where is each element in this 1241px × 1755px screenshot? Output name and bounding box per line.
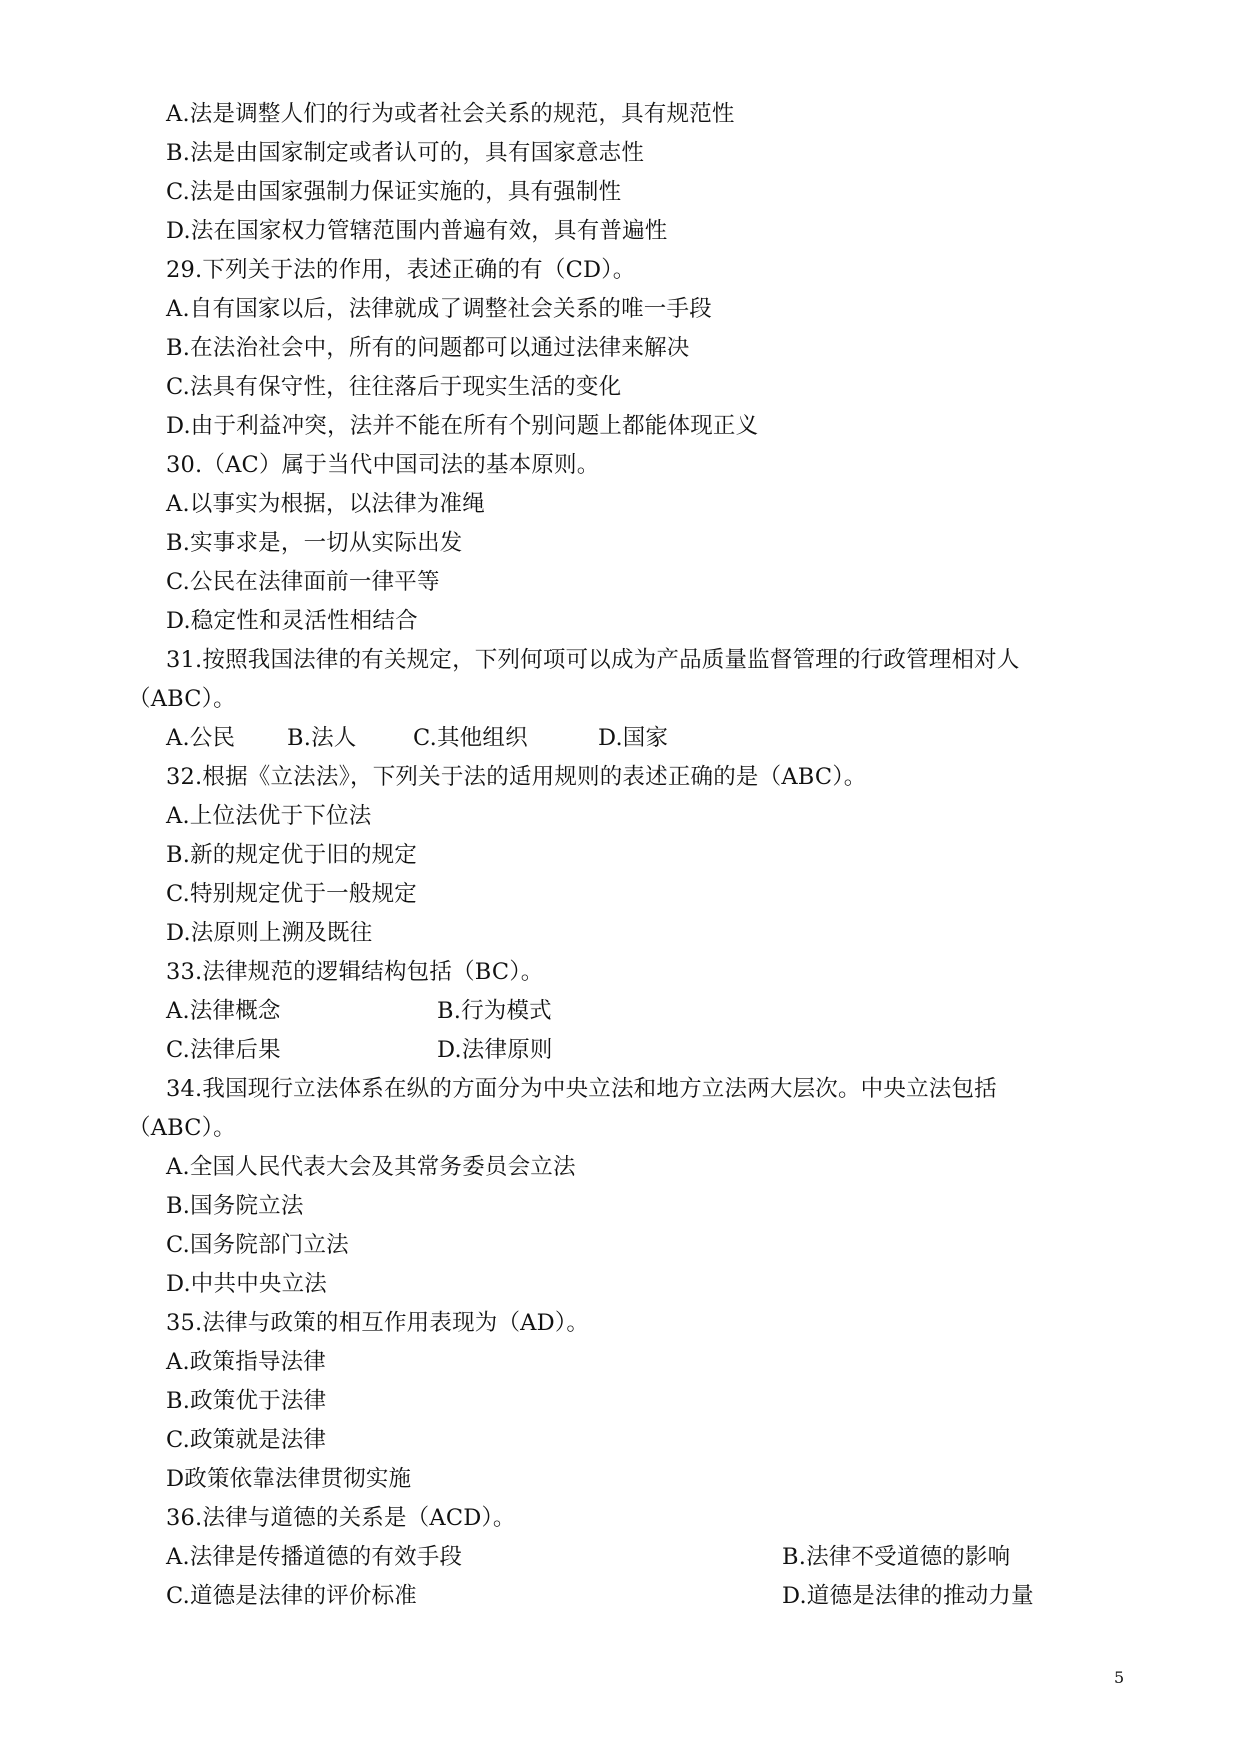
option-line: D.稳定性和灵活性相结合 xyxy=(166,608,418,634)
question-line: 34.我国现行立法体系在纵的方面分为中央立法和地方立法两大层次。中央立法包括 xyxy=(166,1076,997,1102)
option-line: A.以事实为根据，以法律为准绳 xyxy=(166,491,485,517)
option-line: A.公民 xyxy=(166,725,236,751)
option-line: C.政策就是法律 xyxy=(166,1427,327,1453)
option-line: D.法律原则 xyxy=(437,1037,553,1063)
option-line: B.实事求是，一切从实际出发 xyxy=(166,530,463,556)
option-line: B.行为模式 xyxy=(437,998,552,1024)
question-line: 30.（AC）属于当代中国司法的基本原则。 xyxy=(166,452,600,478)
question-line: 29.下列关于法的作用，表述正确的有（CD）。 xyxy=(166,257,636,283)
option-line: A.法律概念 xyxy=(166,998,281,1024)
option-line: B.政策优于法律 xyxy=(166,1388,327,1414)
option-line: C.国务院部门立法 xyxy=(166,1232,349,1258)
option-line: C.公民在法律面前一律平等 xyxy=(166,569,440,595)
question-continuation: （ABC）。 xyxy=(128,686,236,712)
option-line: A.政策指导法律 xyxy=(166,1349,327,1375)
page-number: 5 xyxy=(1114,1668,1125,1687)
option-line: C.特别规定优于一般规定 xyxy=(166,881,417,907)
option-line: C.法具有保守性，往往落后于现实生活的变化 xyxy=(166,374,622,400)
question-line: 36.法律与道德的关系是（ACD）。 xyxy=(166,1505,516,1531)
question-line: 35.法律与政策的相互作用表现为（AD）。 xyxy=(166,1310,590,1336)
option-line: D.法原则上溯及既往 xyxy=(166,920,373,946)
option-line: A.自有国家以后，法律就成了调整社会关系的唯一手段 xyxy=(166,296,712,322)
option-line: C.法律后果 xyxy=(166,1037,281,1063)
question-line: 31.按照我国法律的有关规定，下列何项可以成为产品质量监督管理的行政管理相对人 xyxy=(166,647,1020,673)
option-line: D.中共中央立法 xyxy=(166,1271,327,1297)
option-line: A.上位法优于下位法 xyxy=(166,803,372,829)
option-line: D.道德是法律的推动力量 xyxy=(782,1583,1034,1609)
option-line: D.由于利益冲突，法并不能在所有个别问题上都能体现正义 xyxy=(166,413,759,439)
question-continuation: （ABC）。 xyxy=(128,1115,236,1141)
option-line: A.法是调整人们的行为或者社会关系的规范，具有规范性 xyxy=(166,101,735,127)
option-line: D.法在国家权力管辖范围内普遍有效，具有普遍性 xyxy=(166,218,668,244)
option-line: B.国务院立法 xyxy=(166,1193,304,1219)
option-line: B.法人 xyxy=(287,725,357,751)
option-line: A.全国人民代表大会及其常务委员会立法 xyxy=(166,1154,576,1180)
option-line: C.法是由国家强制力保证实施的，具有强制性 xyxy=(166,179,622,205)
option-line: B.法律不受道德的影响 xyxy=(782,1544,1011,1570)
option-line: D.国家 xyxy=(598,725,669,751)
option-line: C.道德是法律的评价标准 xyxy=(166,1583,417,1609)
option-line: A.法律是传播道德的有效手段 xyxy=(166,1544,463,1570)
question-line: 32.根据《立法法》，下列关于法的适用规则的表述正确的是（ABC）。 xyxy=(166,764,867,790)
option-line: B.法是由国家制定或者认可的，具有国家意志性 xyxy=(166,140,645,166)
option-line: D政策依靠法律贯彻实施 xyxy=(166,1466,412,1492)
option-line: C.其他组织 xyxy=(413,725,528,751)
option-line: B.新的规定优于旧的规定 xyxy=(166,842,418,868)
option-line: B.在法治社会中，所有的问题都可以通过法律来解决 xyxy=(166,335,690,361)
question-line: 33.法律规范的逻辑结构包括（BC）。 xyxy=(166,959,544,985)
